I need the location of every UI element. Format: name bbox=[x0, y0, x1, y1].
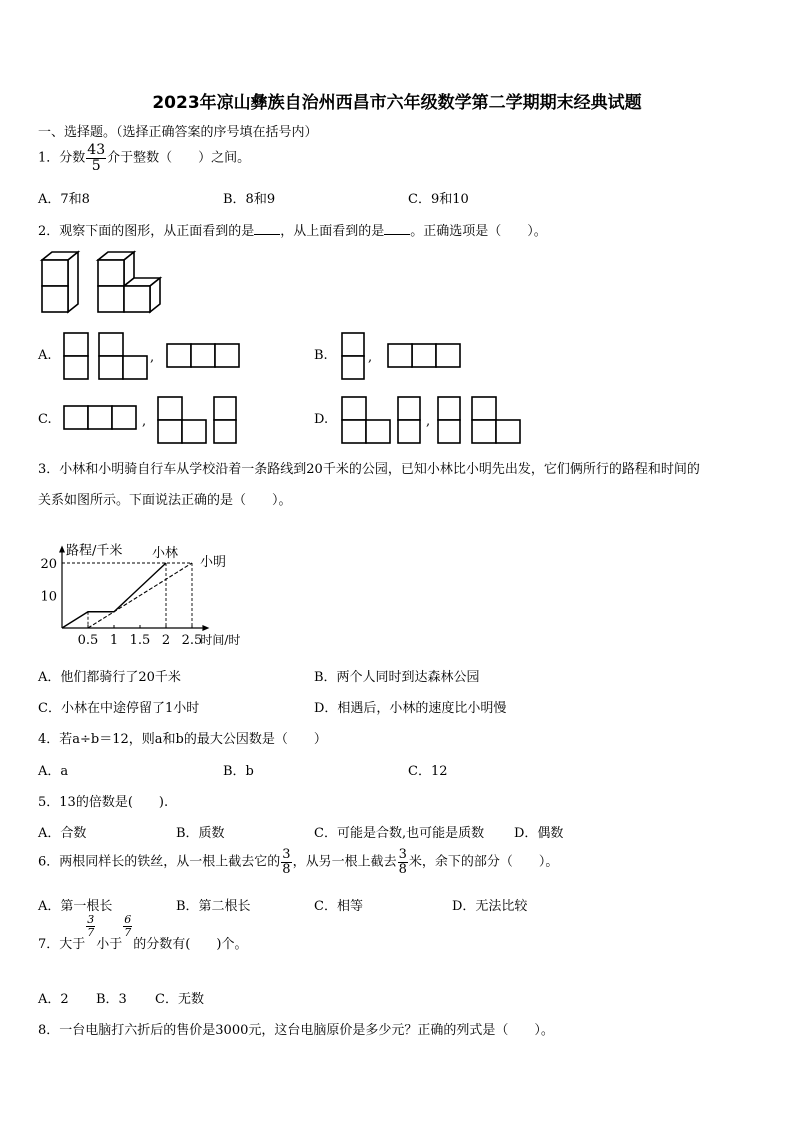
blank-front bbox=[254, 224, 280, 235]
q5-option-c[interactable]: C．可能是合数,也可能是质数 bbox=[314, 826, 485, 841]
series-line bbox=[62, 563, 166, 628]
question-3-line-2: 关系如图所示。下面说法正确的是（ ）。 bbox=[38, 493, 292, 508]
question-8: 8．一台电脑打六折后的售价是3000元，这台电脑原价是多少元？正确的列式是（ ）。 bbox=[38, 1023, 554, 1038]
x-axis-label: 时间/时 bbox=[200, 633, 241, 647]
q3-option-b[interactable]: B．两个人同时到达森林公园 bbox=[314, 670, 480, 685]
q3-option-c[interactable]: C．小林在中途停留了1小时 bbox=[38, 701, 200, 716]
x-tick-label: 1 bbox=[109, 633, 119, 648]
blank-top bbox=[384, 224, 410, 235]
q5-option-a[interactable]: A．合数 bbox=[38, 826, 87, 841]
x-tick-label: 2.5 bbox=[181, 633, 203, 648]
q1-option-b[interactable]: B．8和9 bbox=[223, 192, 276, 207]
q4-option-b[interactable]: B．b bbox=[223, 764, 254, 779]
series-label: 小林 bbox=[152, 546, 179, 561]
q3-option-d[interactable]: D．相遇后，小林的速度比小明慢 bbox=[314, 701, 507, 716]
q5-option-b[interactable]: B．质数 bbox=[176, 826, 225, 841]
series-label: 小明 bbox=[200, 555, 227, 570]
q2-d-comma: , bbox=[426, 414, 431, 429]
distance-time-chart bbox=[30, 528, 280, 658]
q6-option-c[interactable]: C．相等 bbox=[314, 899, 363, 914]
q1-prefix: 1．分数 bbox=[38, 150, 86, 166]
q2-a-comma: , bbox=[150, 350, 155, 365]
question-1 bbox=[38, 143, 250, 173]
q1-suffix: 介于整数（ ）之间。 bbox=[107, 150, 251, 166]
q1-option-a[interactable]: A．7和8 bbox=[38, 192, 90, 207]
q6-fraction-1: $\frac{3}{8}$ bbox=[282, 847, 291, 877]
q6-fraction-2: $\frac{3}{8}$ bbox=[398, 847, 407, 877]
q7-option-b[interactable]: B．3 bbox=[96, 992, 127, 1007]
question-7: 7．大于 $\frac{3}{7}$ 小于 $\frac{6}{7}$ 的分数有( )个。 bbox=[38, 913, 248, 953]
q4-option-c[interactable]: C．12 bbox=[408, 764, 448, 779]
question-3-line-1: 3．小林和小明骑自行车从学校沿着一条路线到20千米的公园，已知小林比小明先出发，它们俩所行的路程和时间的 bbox=[38, 462, 700, 477]
q7-fraction-2: $\frac{6}{7}$ bbox=[124, 913, 132, 939]
x-axis-arrow bbox=[202, 625, 209, 631]
q2-option-d-views bbox=[340, 396, 530, 446]
q2-option-d[interactable]: D. bbox=[314, 412, 329, 427]
section-heading: 一、选择题。（选择正确答案的序号填在括号内） bbox=[38, 125, 318, 140]
q7-option-a[interactable]: A．2 bbox=[38, 992, 69, 1007]
q6-option-a[interactable]: A．第一根长 bbox=[38, 899, 113, 914]
q2-option-a[interactable]: A. bbox=[38, 348, 52, 363]
q7-option-c[interactable]: C．无数 bbox=[155, 992, 204, 1007]
y-tick-label: 20 bbox=[40, 557, 57, 572]
series-line bbox=[88, 563, 192, 628]
q1-option-c[interactable]: C．9和10 bbox=[408, 192, 469, 207]
q3-option-a[interactable]: A．他们都骑行了20千米 bbox=[38, 670, 181, 685]
y-tick-label: 10 bbox=[40, 589, 57, 605]
q2-option-c[interactable]: C. bbox=[38, 412, 52, 427]
question-4: 4．若a÷b＝12，则a和b的最大公因数是（ ） bbox=[38, 732, 327, 747]
q2-solid-figures bbox=[38, 248, 168, 318]
q6-option-b[interactable]: B．第二根长 bbox=[176, 899, 251, 914]
y-axis-arrow bbox=[59, 546, 65, 553]
question-2: 2．观察下面的图形，从正面看到的是 ，从上面看到的是 。正确选项是（ ）。 bbox=[38, 224, 547, 239]
q1-fraction: $\frac{43}{5}$ bbox=[87, 142, 106, 174]
q2-option-b[interactable]: B. bbox=[314, 348, 328, 363]
y-axis-label: 路程/千米 bbox=[66, 543, 123, 559]
q2-b-comma: , bbox=[368, 350, 373, 365]
q4-option-a[interactable]: A．a bbox=[38, 764, 69, 779]
q2-option-c-views bbox=[62, 396, 252, 446]
q5-option-d[interactable]: D．偶数 bbox=[514, 826, 564, 841]
question-5: 5．13的倍数是( ). bbox=[38, 795, 169, 810]
x-tick-label: 2 bbox=[161, 633, 171, 648]
x-tick-label: 0.5 bbox=[77, 633, 99, 648]
q2-c-comma: , bbox=[142, 414, 147, 429]
q2-option-b-views bbox=[340, 332, 470, 382]
q7-fraction-1: $\frac{3}{7}$ bbox=[87, 913, 95, 939]
question-6: 6．两根同样长的铁丝，从一根上截去它的 $\frac{3}{8}$ ，从另一根上截去 $\frac{3}{8}$ 米，余下的部分（ ）。 bbox=[38, 847, 559, 877]
q6-option-d[interactable]: D．无法比较 bbox=[452, 899, 528, 914]
q2-option-a-views bbox=[62, 332, 252, 382]
page-title: 2023年凉山彝族自治州西昌市六年级数学第二学期期末经典试题 bbox=[152, 93, 642, 113]
x-tick-label: 1.5 bbox=[129, 633, 151, 648]
